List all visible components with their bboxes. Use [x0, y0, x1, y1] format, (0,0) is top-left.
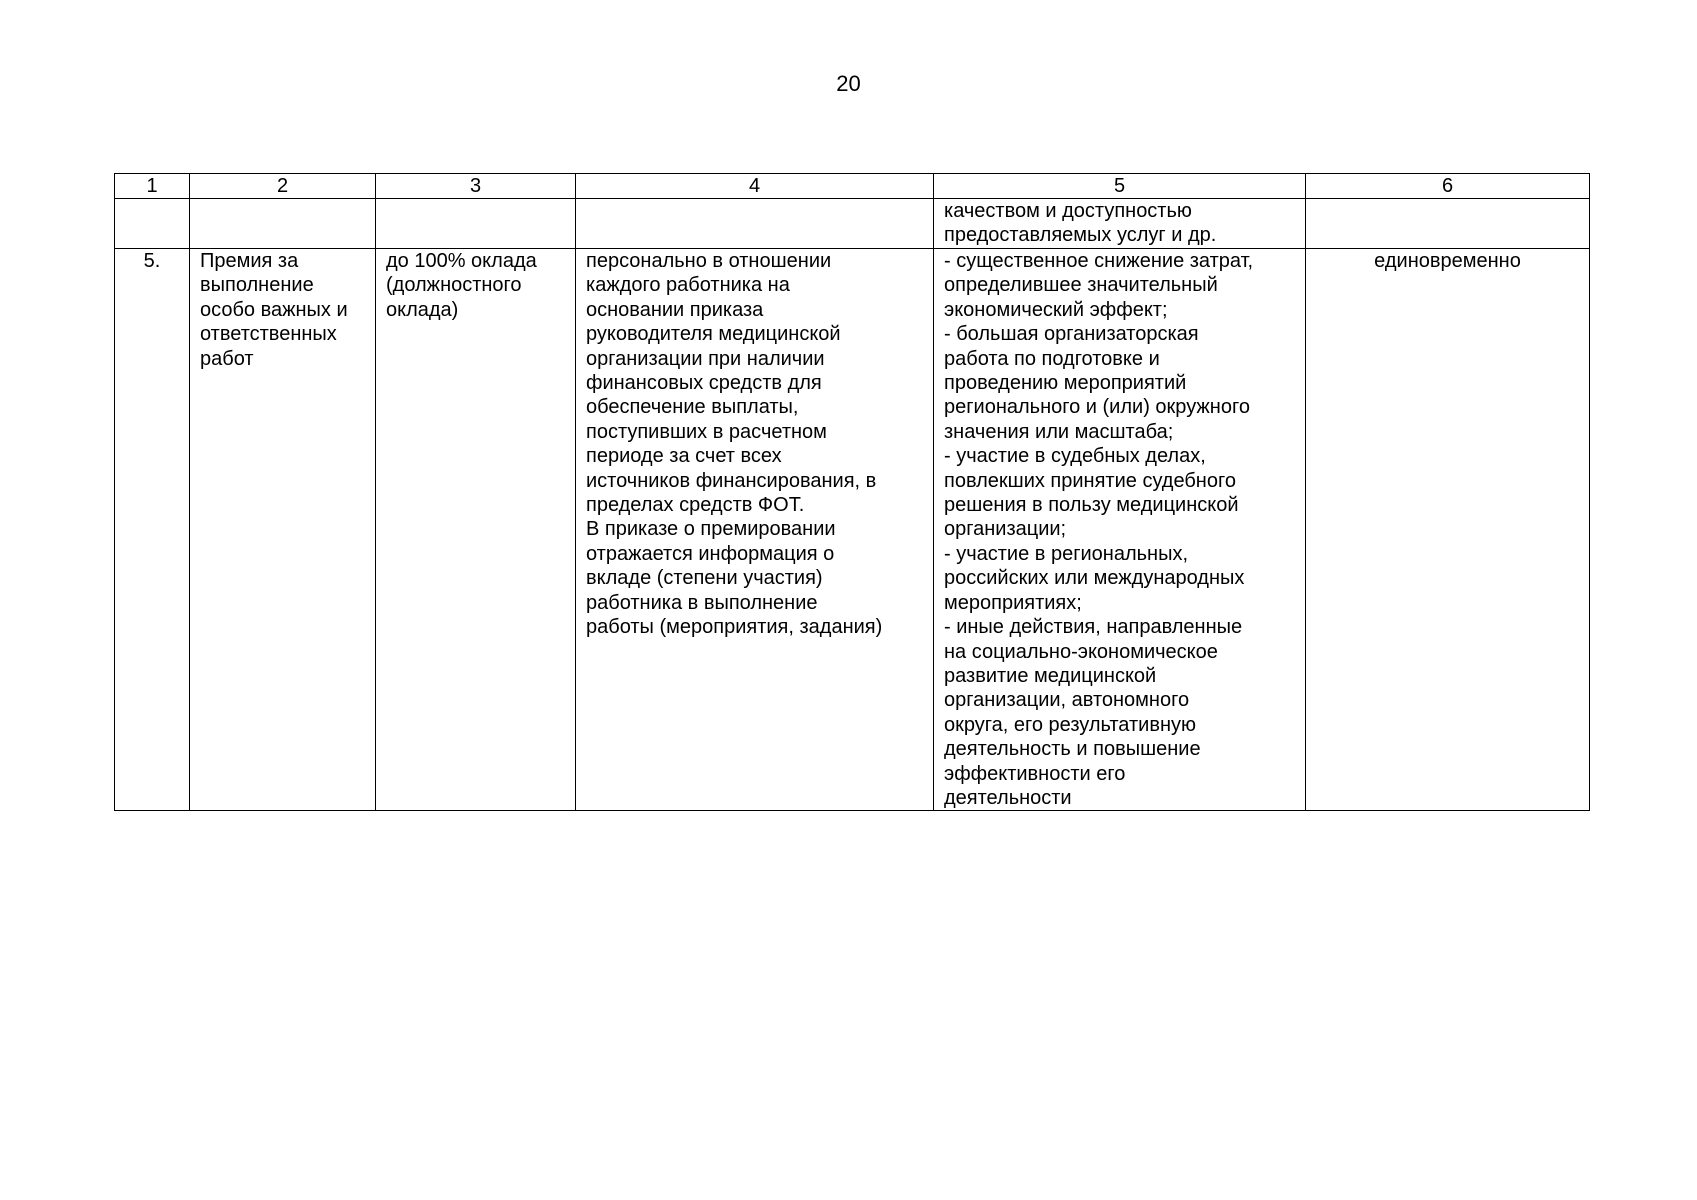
- row5-criteria-line: - участие в региональных,: [944, 542, 1189, 565]
- row5-criteria-line: - иные действия, направленные: [944, 616, 1243, 639]
- row5-criteria-line: проведению мероприятий: [944, 372, 1187, 395]
- row5-amount: [376, 249, 576, 811]
- row5-criteria-line: регионального и (или) окружного: [944, 396, 1250, 419]
- row5-criteria-line: организации, автономного: [944, 689, 1190, 712]
- row5-conditions-line: руководителя медицинской: [586, 323, 841, 346]
- row5-name-line: выполнение: [200, 274, 314, 297]
- row5-conditions-line: каждого работника на: [586, 274, 790, 297]
- header-col-1: 1: [115, 174, 190, 199]
- row5-criteria-line: округа, его результативную: [944, 713, 1196, 736]
- row5-conditions-line: работника в выполнение: [586, 591, 818, 614]
- row5-amount-line: (должностного: [386, 274, 522, 297]
- header-col-3: 3: [376, 174, 576, 199]
- row5-criteria-line: - участие в судебных делах,: [944, 445, 1206, 468]
- row5-name-line: работ: [200, 347, 254, 370]
- row5-criteria-line: развитие медицинской: [944, 664, 1157, 687]
- row5-criteria-line: деятельность и повышение: [944, 738, 1201, 761]
- cont-cell-6: [1306, 199, 1590, 249]
- row5-criteria-line: организации;: [944, 518, 1067, 541]
- header-col-4: 4: [576, 174, 934, 199]
- row5-conditions-line: обеспечение выплаты,: [586, 396, 799, 419]
- row5-name-line: Премия за: [200, 250, 299, 272]
- row5-criteria-line: повлекших принятие судебного: [944, 469, 1236, 492]
- row5-conditions-line: организации при наличии: [586, 347, 825, 370]
- header-col-5: 5: [934, 174, 1306, 199]
- row5-frequency: единовременно: [1306, 249, 1590, 811]
- cont-cell-5: [934, 199, 1306, 249]
- row5-conditions-line: работы (мероприятия, задания): [586, 616, 883, 639]
- row5-criteria-line: на социально-экономическое: [944, 640, 1218, 663]
- row5-number: 5.: [115, 249, 190, 811]
- row5-conditions-line: пределах средств ФОТ.: [586, 494, 805, 517]
- row5-criteria-line: российских или международных: [944, 567, 1245, 590]
- cont-cell-3: [376, 199, 576, 249]
- row5-name-line: особо важных и: [200, 298, 348, 321]
- row5-conditions-line: источников финансирования, в: [586, 469, 877, 492]
- row5-conditions-line: вкладе (степени участия): [586, 567, 823, 590]
- row5-criteria: [934, 249, 1306, 811]
- row5-criteria-line: решения в пользу медицинской: [944, 494, 1239, 517]
- row5-criteria-line: работа по подготовке и: [944, 347, 1160, 370]
- cont-criteria-line: качеством и доступностью: [944, 200, 1192, 222]
- row5-conditions-line: персонально в отношении: [586, 250, 832, 272]
- header-col-2: 2: [190, 174, 376, 199]
- row5-conditions-line: финансовых средств для: [586, 372, 822, 395]
- table-row-5: [115, 249, 1590, 811]
- cont-cell-1: [115, 199, 190, 249]
- page-number: 20: [836, 71, 861, 96]
- row5-name: [190, 249, 376, 811]
- row5-conditions-line: периоде за счет всех: [586, 445, 782, 468]
- row5-criteria-line: - существенное снижение затрат,: [944, 250, 1254, 272]
- row5-criteria-line: деятельности: [944, 786, 1072, 809]
- cont-cell-2: [190, 199, 376, 249]
- row5-conditions-line: основании приказа: [586, 298, 764, 321]
- row5-conditions: [576, 249, 934, 811]
- row5-criteria-line: определившее значительный: [944, 274, 1218, 297]
- row5-criteria-line: мероприятиях;: [944, 591, 1082, 614]
- row5-criteria-line: экономический эффект;: [944, 298, 1168, 321]
- row5-conditions-line: отражается информация о: [586, 542, 835, 565]
- row5-name-line: ответственных: [200, 323, 337, 346]
- row5-amount-line: до 100% оклада: [386, 250, 537, 272]
- row5-criteria-line: - большая организаторская: [944, 323, 1199, 346]
- row5-conditions-line: поступивших в расчетном: [586, 420, 827, 443]
- row5-amount-line: оклада): [386, 298, 459, 321]
- continuation-row: [115, 199, 1590, 249]
- cont-cell-4: [576, 199, 934, 249]
- header-row: [115, 174, 1590, 199]
- row5-criteria-line: значения или масштаба;: [944, 420, 1174, 443]
- header-col-6: 6: [1306, 174, 1590, 199]
- bonus-table: [114, 173, 1590, 811]
- row5-conditions-line: В приказе о премировании: [586, 518, 836, 541]
- row5-criteria-line: эффективности его: [944, 762, 1126, 785]
- cont-criteria-line: предоставляемых услуг и др.: [944, 224, 1217, 247]
